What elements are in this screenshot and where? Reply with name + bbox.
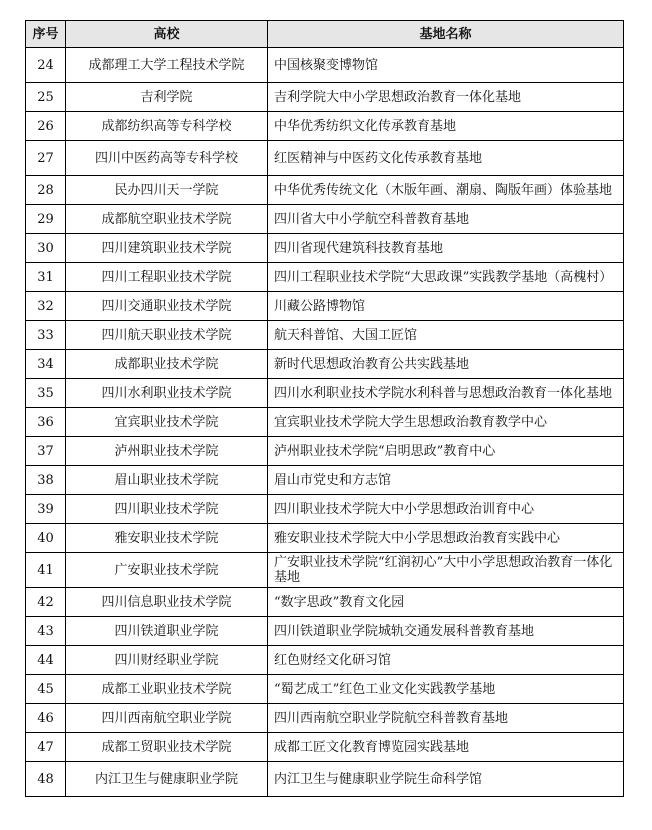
table-row — [26, 704, 624, 733]
row-school: 眉山职业技术学院 — [66, 466, 268, 495]
row-school: 四川建筑职业技术学院 — [66, 234, 268, 263]
row-number: 36 — [26, 408, 66, 437]
row-number: 48 — [26, 762, 66, 797]
row-number: 24 — [26, 48, 66, 83]
row-number: 27 — [26, 141, 66, 176]
row-school: 内江卫生与健康职业学院 — [66, 762, 268, 797]
row-school: 成都工贸职业技术学院 — [66, 733, 268, 762]
table-row — [26, 112, 624, 141]
row-number: 40 — [26, 524, 66, 553]
table-row — [26, 141, 624, 176]
row-base-name: 航天科普馆、大国工匠馆 — [268, 321, 624, 350]
row-base-name: 宜宾职业技术学院大学生思想政治教育教学中心 — [268, 408, 624, 437]
table-row — [26, 350, 624, 379]
row-number: 38 — [26, 466, 66, 495]
table-row — [26, 553, 624, 588]
row-school: 成都工业职业技术学院 — [66, 675, 268, 704]
row-base-name: “蜀艺成工”红色工业文化实践教学基地 — [268, 675, 624, 704]
table-row — [26, 48, 624, 83]
table-row — [26, 379, 624, 408]
row-number: 30 — [26, 234, 66, 263]
row-number: 39 — [26, 495, 66, 524]
row-base-name: 广安职业技术学院“红润初心”大中小学思想政治教育一体化基地 — [268, 553, 624, 588]
row-base-name: 川藏公路博物馆 — [268, 292, 624, 321]
table-row — [26, 646, 624, 675]
row-base-name: 四川水利职业技术学院水利科普与思想政治教育一体化基地 — [268, 379, 624, 408]
row-number: 25 — [26, 83, 66, 112]
row-school: 成都纺织高等专科学校 — [66, 112, 268, 141]
row-school: 成都航空职业技术学院 — [66, 205, 268, 234]
header-school: 高校 — [66, 21, 268, 48]
row-school: 广安职业技术学院 — [66, 553, 268, 588]
row-school: 四川中医药高等专科学校 — [66, 141, 268, 176]
row-base-name: 四川工程职业技术学院“大思政课”实践教学基地（高槐村） — [268, 263, 624, 292]
table-row — [26, 83, 624, 112]
table-row — [26, 495, 624, 524]
row-base-name: 红医精神与中医药文化传承教育基地 — [268, 141, 624, 176]
row-base-name: 眉山市党史和方志馆 — [268, 466, 624, 495]
row-number: 33 — [26, 321, 66, 350]
row-base-name: 四川职业技术学院大中小学思想政治训育中心 — [268, 495, 624, 524]
row-base-name: 雅安职业技术学院大中小学思想政治教育实践中心 — [268, 524, 624, 553]
row-base-name: 四川省大中小学航空科普教育基地 — [268, 205, 624, 234]
table-row — [26, 675, 624, 704]
row-school: 成都理工大学工程技术学院 — [66, 48, 268, 83]
row-base-name: “数字思政”教育文化园 — [268, 588, 624, 617]
row-number: 35 — [26, 379, 66, 408]
row-number — [26, 292, 66, 321]
row-number: 37 — [26, 437, 66, 466]
row-number: 31 — [26, 263, 66, 292]
header-base-name: 基地名称 — [268, 21, 624, 48]
table-row — [26, 524, 624, 553]
row-school: 四川职业技术学院 — [66, 495, 268, 524]
row-base-name: 内江卫生与健康职业学院生命科学馆 — [268, 762, 624, 797]
row-base-name: 新时代思想政治教育公共实践基地 — [268, 350, 624, 379]
table-row — [26, 176, 624, 205]
table-row — [26, 234, 624, 263]
row-base-name: 吉利学院大中小学思想政治教育一体化基地 — [268, 83, 624, 112]
row-number: 44 — [26, 646, 66, 675]
row-base-name: 中华优秀传统文化（木版年画、潮扇、陶版年画）体验基地 — [268, 176, 624, 205]
row-school: 泸州职业技术学院 — [66, 437, 268, 466]
row-base-name: 泸州职业技术学院“启明思政”教育中心 — [268, 437, 624, 466]
row-number: 34 — [26, 350, 66, 379]
table-row — [26, 321, 624, 350]
row-school: 四川财经职业学院 — [66, 646, 268, 675]
table-row — [26, 437, 624, 466]
table-row — [26, 205, 624, 234]
row-number: 29 — [26, 205, 66, 234]
row-number: 28 — [26, 176, 66, 205]
row-base-name: 四川铁道职业学院城轨交通发展科普教育基地 — [268, 617, 624, 646]
table-row-highlighted — [26, 292, 624, 321]
row-school: 四川西南航空职业学院 — [66, 704, 268, 733]
row-number-text: 32 — [37, 298, 54, 314]
row-base-name: 红色财经文化研习馆 — [268, 646, 624, 675]
table-row — [26, 617, 624, 646]
row-school: 成都职业技术学院 — [66, 350, 268, 379]
row-number: 26 — [26, 112, 66, 141]
row-school: 四川信息职业技术学院 — [66, 588, 268, 617]
table-row — [26, 733, 624, 762]
row-number: 41 — [26, 553, 66, 588]
table-header-row — [26, 21, 624, 48]
row-number: 47 — [26, 733, 66, 762]
row-number: 43 — [26, 617, 66, 646]
table-row — [26, 466, 624, 495]
row-base-name: 成都工匠文化教育博览园实践基地 — [268, 733, 624, 762]
row-school: 宜宾职业技术学院 — [66, 408, 268, 437]
row-number: 46 — [26, 704, 66, 733]
row-school: 四川铁道职业学院 — [66, 617, 268, 646]
document-page — [25, 20, 623, 797]
table-row — [26, 588, 624, 617]
base-list-table — [25, 20, 624, 797]
header-serial-number: 序号 — [26, 21, 66, 48]
table-row — [26, 408, 624, 437]
row-school: 雅安职业技术学院 — [66, 524, 268, 553]
row-school: 四川工程职业技术学院 — [66, 263, 268, 292]
row-school: 民办四川天一学院 — [66, 176, 268, 205]
table-row — [26, 263, 624, 292]
row-base-name: 四川省现代建筑科技教育基地 — [268, 234, 624, 263]
row-number: 42 — [26, 588, 66, 617]
row-school: 四川航天职业技术学院 — [66, 321, 268, 350]
row-number: 45 — [26, 675, 66, 704]
row-school: 四川交通职业技术学院 — [66, 292, 268, 321]
row-school: 四川水利职业技术学院 — [66, 379, 268, 408]
row-base-name: 中国核聚变博物馆 — [268, 48, 624, 83]
row-base-name: 中华优秀纺织文化传承教育基地 — [268, 112, 624, 141]
table-row — [26, 762, 624, 797]
row-school: 吉利学院 — [66, 83, 268, 112]
row-base-name: 四川西南航空职业学院航空科普教育基地 — [268, 704, 624, 733]
